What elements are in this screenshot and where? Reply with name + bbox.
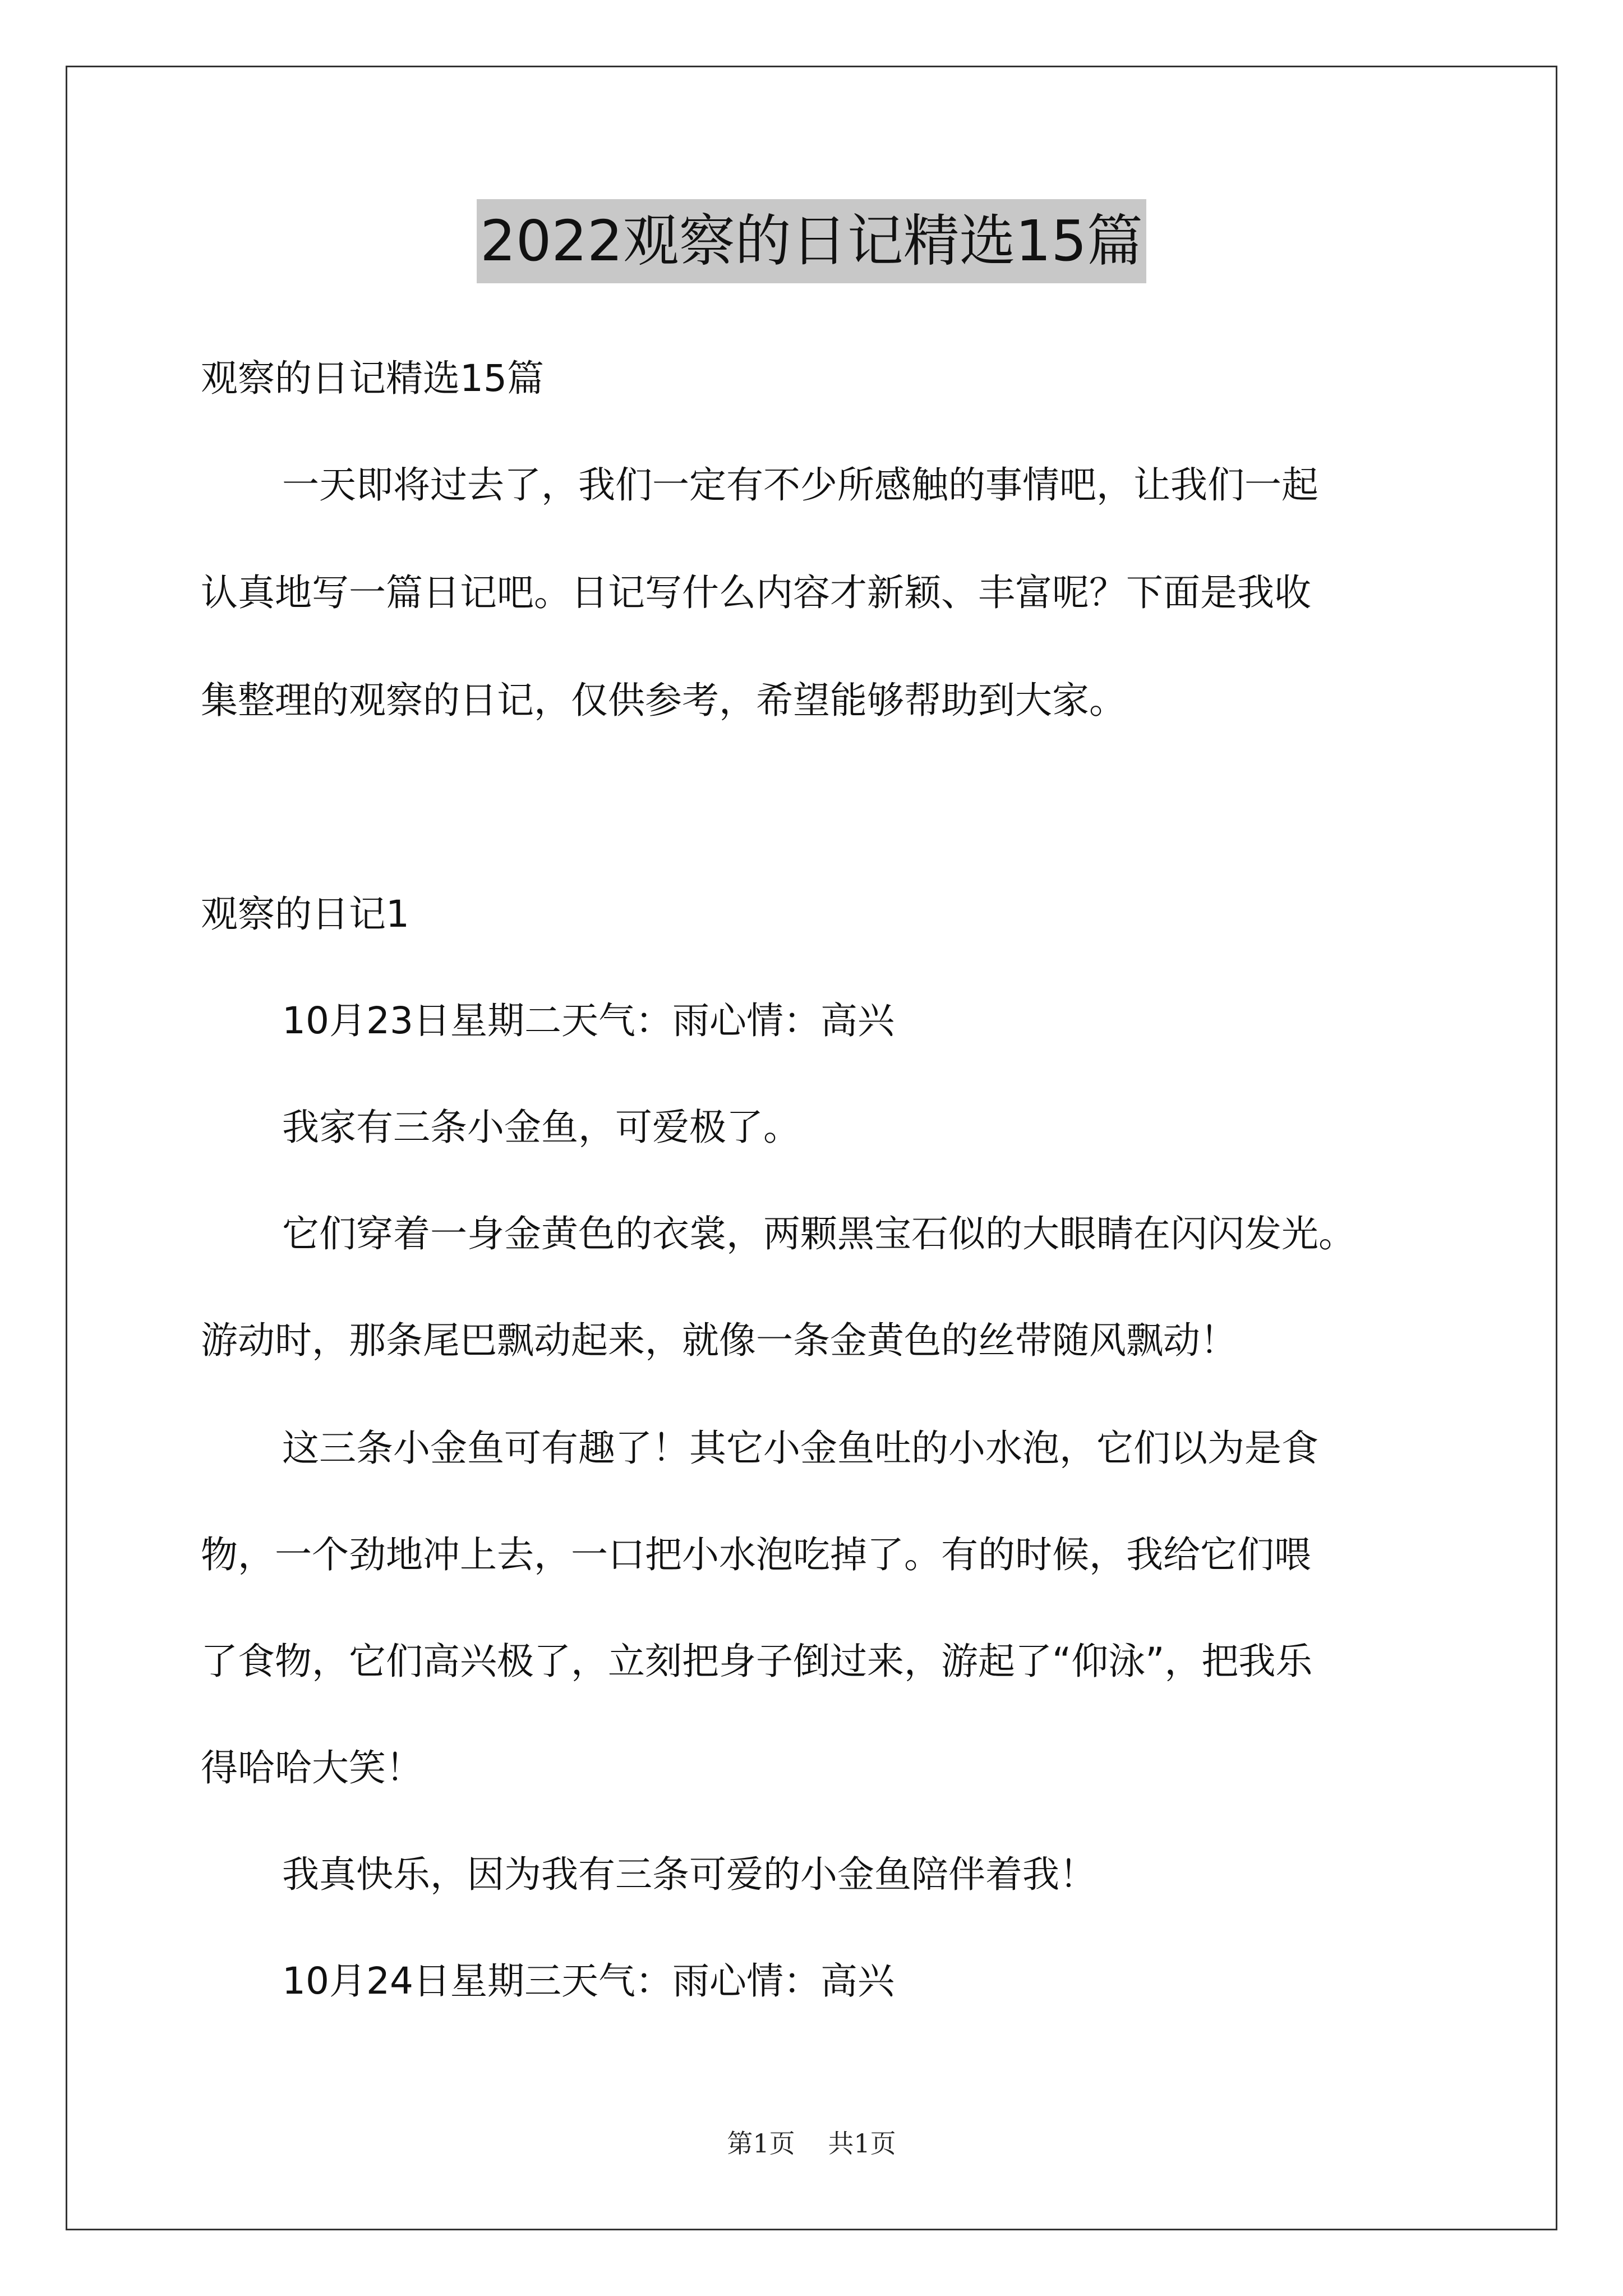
paragraph: 我真快乐，因为我有三条可爱的小金鱼陪伴着我！	[282, 1853, 1096, 1896]
paragraph-line: 这三条小金鱼可有趣了！其它小金鱼吐的小水泡，它们以为是食	[282, 1427, 1318, 1470]
intro-line: 集整理的观察的日记，仅供参考，希望能够帮助到大家。	[201, 679, 1126, 722]
paragraph-line: 了食物，它们高兴极了，立刻把身子倒过来，游起了“仰泳”，把我乐	[201, 1640, 1313, 1683]
intro-line: 一天即将过去了，我们一定有不少所感触的事情吧，让我们一起	[282, 463, 1318, 507]
section-heading: 观察的日记1	[201, 892, 409, 936]
intro-line: 认真地写一篇日记吧。日记写什么内容才新颖、丰富呢？下面是我收	[201, 571, 1311, 614]
paragraph: 我家有三条小金鱼，可爱极了。	[282, 1106, 800, 1149]
date-line: 10月24日星期三天气：雨心情：高兴	[282, 1959, 895, 2003]
paragraph-line: 物，一个劲地冲上去，一口把小水泡吃掉了。有的时候，我给它们喂	[201, 1533, 1311, 1576]
date-line: 10月23日星期二天气：雨心情：高兴	[282, 999, 895, 1042]
page-total: 共1页	[828, 2128, 896, 2159]
subtitle: 观察的日记精选15篇	[201, 357, 544, 400]
page-number: 第1页	[727, 2128, 795, 2159]
title-container	[0, 199, 1623, 283]
paragraph-line: 得哈哈大笑！	[201, 1746, 423, 1789]
page-footer	[0, 2123, 1623, 2160]
paragraph-line: 它们穿着一身金黄色的衣裳，两颗黑宝石似的大眼睛在闪闪发光。	[282, 1212, 1355, 1255]
paragraph-line: 游动时，那条尾巴飘动起来，就像一条金黄色的丝带随风飘动！	[201, 1319, 1237, 1362]
document-title: 2022观察的日记精选15篇	[477, 199, 1146, 283]
